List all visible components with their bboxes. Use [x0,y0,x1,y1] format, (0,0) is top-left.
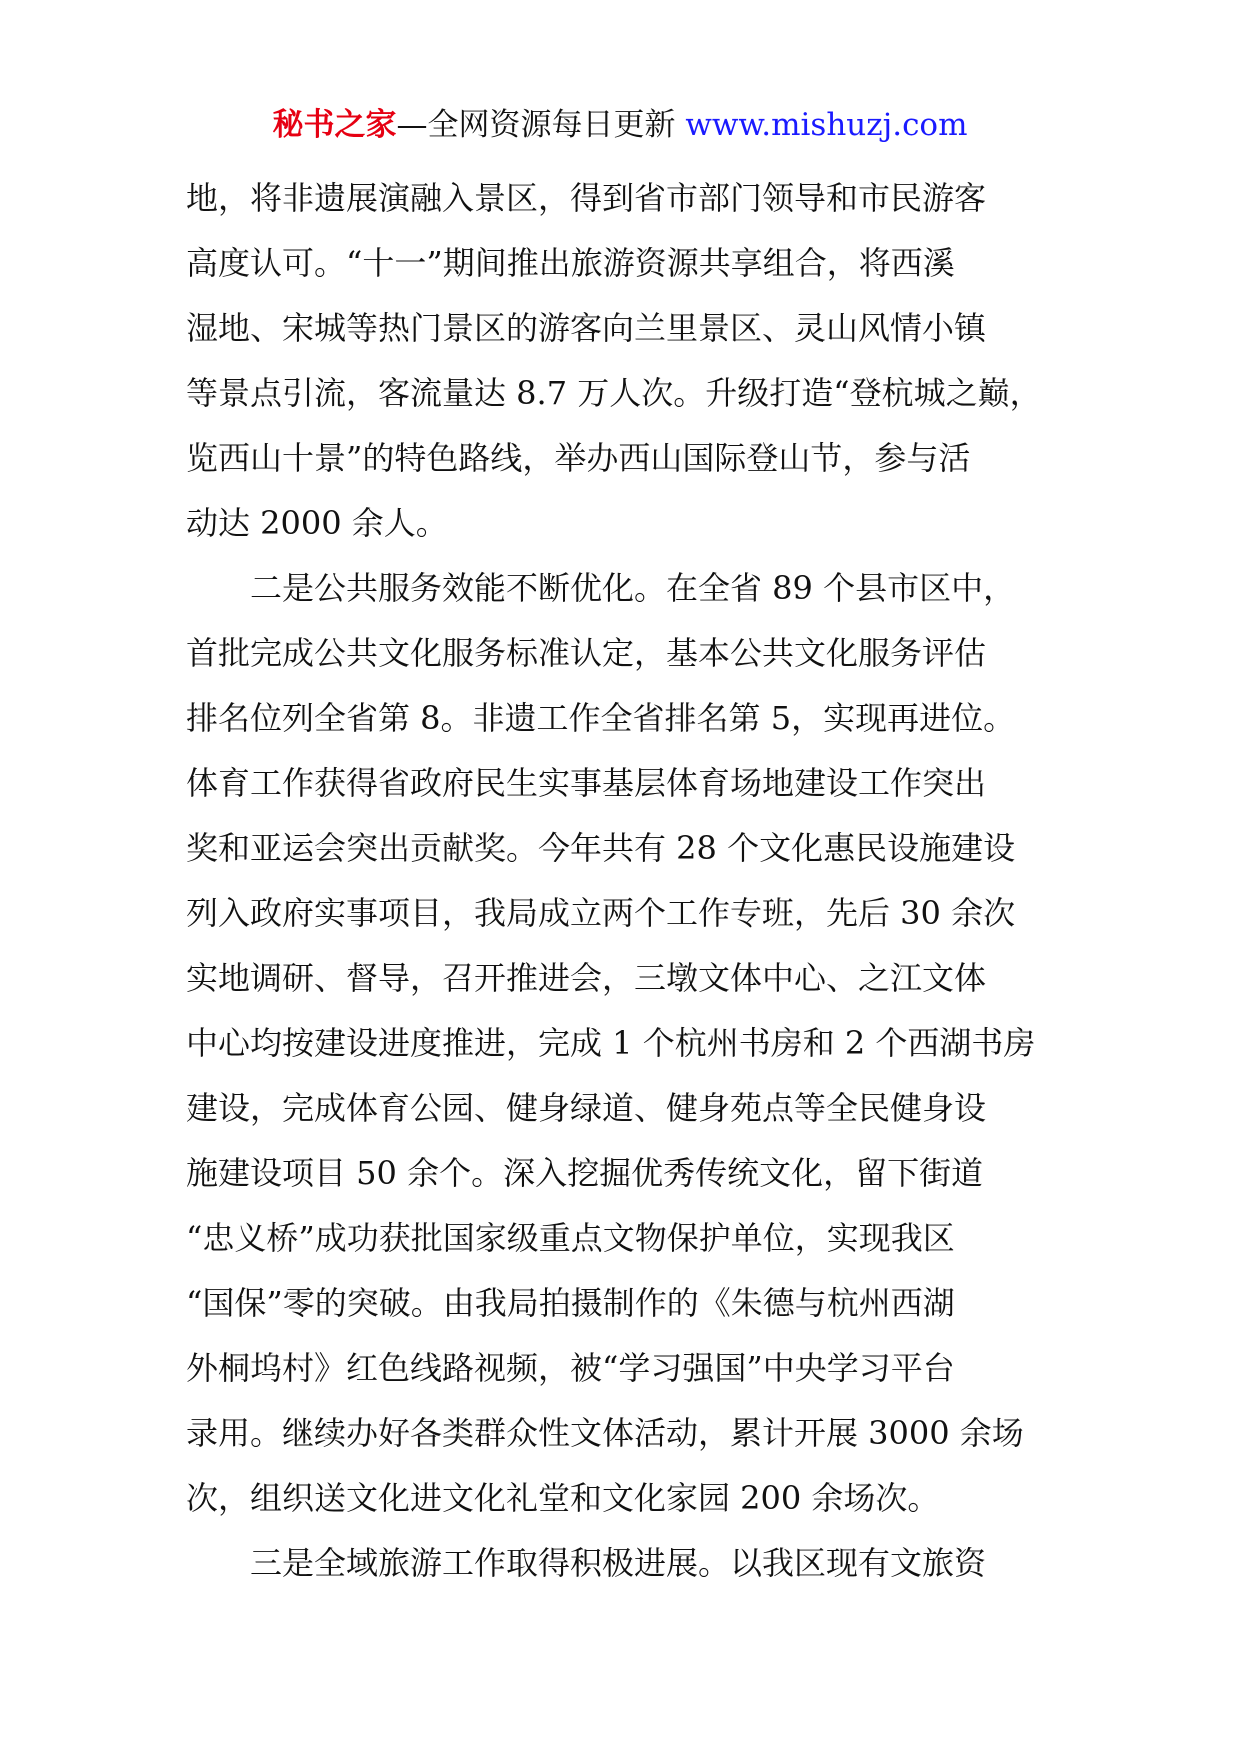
text-line: “国保”零的突破。由我局拍摄制作的《朱德与杭州西湖 [186,1284,955,1322]
text-line: 实地调研、督导，召开推进会，三墩文体中心、之江文体 [186,959,987,997]
text-line: 奖和亚运会突出贡献奖。今年共有 28 个文化惠民设施建设 [186,829,1016,867]
paragraph-start-line: 三是全域旅游工作取得积极进展。以我区现有文旅资 [250,1544,987,1582]
text-line: 录用。继续办好各类群众性文体活动，累计开展 3000 余场 [186,1414,1024,1452]
text-line: 览西山十景”的特色路线，举办西山国际登山节，参与活 [186,439,971,477]
text-line: 建设，完成体育公园、健身绿道、健身苑点等全民健身设 [186,1089,987,1127]
text-line: 排名位列全省第 8。非遗工作全省排名第 5，实现再进位。 [186,699,1016,737]
header-tagline: —全网资源每日更新 [396,107,676,143]
header-brand: 秘书之家 [272,107,397,143]
header-url-link[interactable]: www.mishuzj.com [685,107,968,143]
text-line: 体育工作获得省政府民生实事基层体育场地建设工作突出 [186,764,987,802]
page-header [0,100,1240,150]
paragraph-start-line: 二是公共服务效能不断优化。在全省 89 个县市区中， [250,569,1016,607]
text-line: 动达 2000 余人。 [186,504,448,542]
text-line: 次，组织送文化进文化礼堂和文化家园 200 余场次。 [186,1479,940,1517]
text-line: 地，将非遗展演融入景区，得到省市部门领导和市民游客 [186,179,987,217]
text-line: 首批完成公共文化服务标准认定，基本公共文化服务评估 [186,634,987,672]
text-line: 等景点引流，客流量达 8.7 万人次。升级打造“登杭城之巅， [186,374,1042,412]
text-line: 中心均按建设进度推进，完成 1 个杭州书房和 2 个西湖书房 [186,1024,1036,1062]
text-line: 高度认可。“十一”期间推出旅游资源共享组合，将西溪 [186,244,955,282]
text-line: “忠义桥”成功获批国家级重点文物保护单位，实现我区 [186,1219,955,1257]
text-line: 列入政府实事项目，我局成立两个工作专班，先后 30 余次 [186,894,1016,932]
text-line: 施建设项目 50 余个。深入挖掘优秀传统文化，留下街道 [186,1154,984,1192]
text-line: 外桐坞村》红色线路视频，被“学习强国”中央学习平台 [186,1349,955,1387]
text-line: 湿地、宋城等热门景区的游客向兰里景区、灵山风情小镇 [186,309,987,347]
document-body [186,166,1066,1596]
